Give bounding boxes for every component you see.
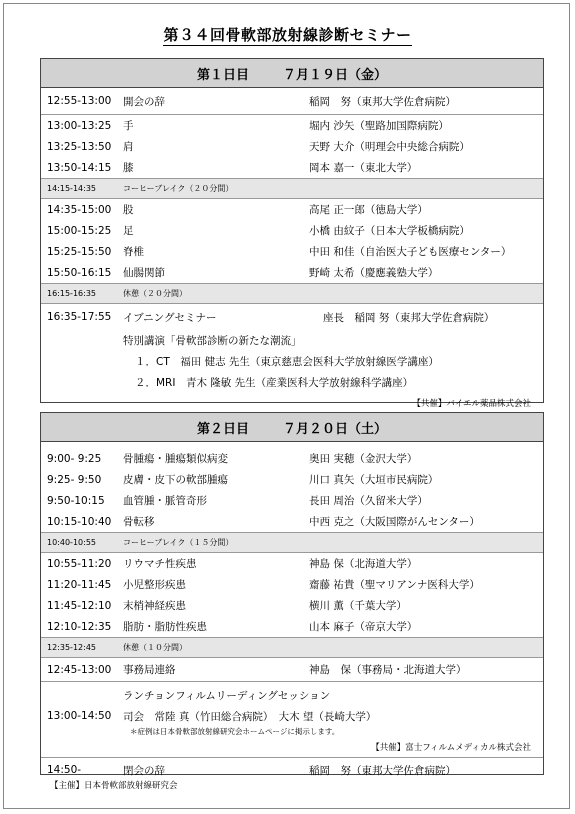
luncheon-hosts: 司会 常陸 真（竹田総合病院） 大木 望（長崎大学） — [123, 710, 377, 723]
program-row: 15:25-15:50 脊椎 中田 和佳（自治医大子ども医療センター） — [47, 245, 512, 258]
program-row: 9:00- 9:25 骨腫瘍・腫瘍類似病変 奥田 実穂（金沢大学） — [47, 452, 418, 465]
program-row: 10:55-11:20 リウマチ性疾患 神島 保（北海道大学） — [47, 557, 418, 570]
day2-label: 第２日目 — [196, 421, 249, 437]
day1-section — [40, 58, 544, 409]
day2-date: ７月２０日（土） — [283, 421, 388, 437]
rest-row: 16:15-16:35 休憩（２０分間） — [41, 283, 543, 304]
program-row: 12:55-13:00 開会の辞 稲岡 努（東邦大学佐倉病院） — [47, 95, 456, 108]
day1-label: 第１日目 — [196, 67, 249, 83]
sponsor-note: 【共催】富士フィルムメディカル株式会社 — [371, 743, 531, 753]
coffee-break-row: 10:40-10:55 コーヒーブレイク（１５分間） — [41, 532, 543, 553]
program-row: 13:00-13:25 手 堀内 沙矢（聖路加国際病院） — [47, 119, 449, 132]
program-row: 14:50- 閉会の辞 稲岡 努（東邦大学佐倉病院） — [47, 764, 456, 777]
program-row: 15:00-15:25 足 小橋 由紋子（日本大学板橋病院） — [47, 224, 470, 237]
sponsor-note: 【共催】バイエル薬品株式会社 — [412, 399, 531, 409]
special-lecture: 特別講演「骨軟部診断の新たな潮流」 — [123, 335, 302, 347]
program-row: 13:50-14:15 膝 岡本 嘉一（東北大学） — [47, 161, 418, 174]
day1-header — [41, 59, 543, 88]
organizer-note: 【主催】日本骨軟部放射線研究会 — [50, 781, 178, 791]
program-row: 9:25- 9:50 皮膚・皮下の軟部腫瘍 川口 真矢（大垣市民病院） — [47, 473, 439, 486]
program-row: 14:35-15:00 股 高尾 正一郎（徳島大学） — [47, 203, 428, 216]
coffee-break-row: 14:15-14:35 コーヒーブレイク（２０分間） — [41, 178, 543, 199]
luncheon-session: ランチョンフィルムリーディングセッション 13:00-14:50 司会 常陸 真（竹田総合病院） 大木 望（長崎大学） ＊症例は日本骨軟部放射線研究会ホームページに掲示します。 【共催】富士フィルムメディカル株式会社 — [41, 684, 543, 757]
luncheon-title: ランチョンフィルムリーディングセッション — [123, 689, 331, 702]
program-row: 11:45-12:10 末梢神経疾患 横川 薫（千葉大学） — [47, 599, 407, 612]
rest-row: 12:35-12:45 休憩（１０分間） — [41, 637, 543, 658]
program-row: 13:25-13:50 肩 天野 大介（明理会中央総合病院） — [47, 140, 470, 153]
program-row: 9:50-10:15 血管腫・脈管奇形 長田 周治（久留米大学） — [47, 494, 428, 507]
program-row: 15:50-16:15 仙腸関節 野崎 太希（慶應義塾大学） — [47, 266, 439, 279]
luncheon-note: ＊症例は日本骨軟部放射線研究会ホームページに掲示します。 — [130, 727, 340, 736]
lecture-item: １．CT 福田 健志 先生（東京慈恵会医科大学放射線医学講座） — [135, 356, 439, 368]
day1-date: ７月１９日（金） — [283, 67, 388, 83]
day2-section — [40, 412, 544, 775]
program-row: 12:45-13:00 事務局連絡 神島 保（事務局・北海道大学） — [47, 663, 467, 676]
page-title: 第３４回骨軟部放射線診断セミナー — [163, 26, 412, 44]
program-row: 11:20-11:45 小児整形疾患 齋藤 祐貴（聖マリアンナ医科大学） — [47, 578, 480, 591]
lecture-item: ２．MRI 青木 隆敏 先生（産業医科大学放射線科学講座） — [135, 377, 414, 389]
day2-header — [41, 413, 543, 442]
program-row: 12:10-12:35 脂肪・脂肪性疾患 山本 麻子（帝京大学） — [47, 620, 418, 633]
program-row: 10:15-10:40 骨転移 中西 克之（大阪国際がんセンター） — [47, 515, 480, 528]
evening-seminar: 16:35-17:55 イブニングセミナー 座長 稲岡 努（東邦大学佐倉病院） 特別講演「骨軟部診断の新たな潮流」 １．CT 福田 健志 先生（東京慈恵会医科大学放射線医学講座） ２．MRI 青木 隆敏 先生（産業医科大学放射線科学講座） 【共催】バイエル薬品株式会社 — [41, 304, 543, 413]
chair: 座長 稲岡 努（東邦大学佐倉病院） — [323, 311, 495, 324]
